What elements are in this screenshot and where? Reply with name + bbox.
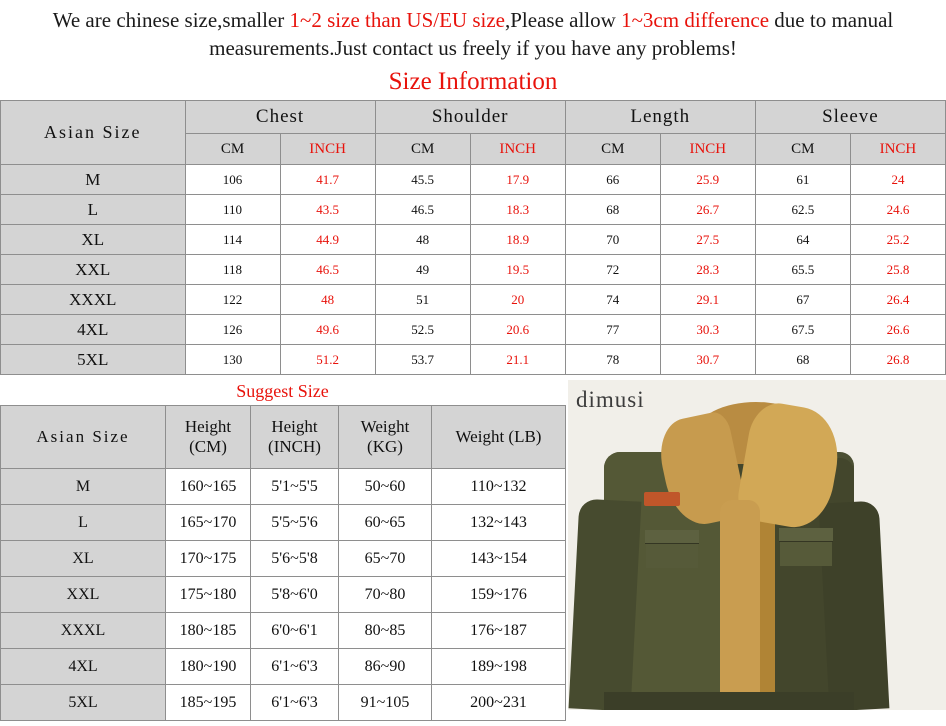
- jacket-hem: [604, 692, 854, 710]
- cell-sleeve-cm: 67: [755, 285, 850, 315]
- row-size: 4XL: [1, 315, 186, 345]
- cell-chest-cm: 106: [185, 165, 280, 195]
- cell-length-cm: 70: [565, 225, 660, 255]
- cell-chest-cm: 122: [185, 285, 280, 315]
- cell-weight-lb: 110~132: [432, 469, 566, 505]
- cell-length-cm: 68: [565, 195, 660, 225]
- suggest-header-row: [1, 406, 566, 469]
- table-row: [1, 685, 566, 721]
- cell-chest-inch: 49.6: [280, 315, 375, 345]
- cell-weight-lb: 143~154: [432, 541, 566, 577]
- cell-height-cm: 185~195: [166, 685, 251, 721]
- cell-shoulder-cm: 51: [375, 285, 470, 315]
- cell-height-inch: 5'5~5'6: [251, 505, 339, 541]
- row-size: 4XL: [1, 649, 166, 685]
- suggest-header-weight-lb: Weight (LB): [432, 406, 566, 469]
- cell-height-cm: 160~165: [166, 469, 251, 505]
- header-asian-size: Asian Size: [1, 101, 186, 165]
- cell-sleeve-inch: 26.6: [850, 315, 945, 345]
- table-row: [1, 225, 946, 255]
- cell-sleeve-cm: 61: [755, 165, 850, 195]
- cell-sleeve-cm: 62.5: [755, 195, 850, 225]
- header-group-chest: Chest: [185, 101, 375, 134]
- row-size: XXL: [1, 577, 166, 613]
- cell-height-inch: 5'8~6'0: [251, 577, 339, 613]
- notice-highlight-2: 1~3cm difference: [621, 8, 770, 32]
- cell-chest-cm: 110: [185, 195, 280, 225]
- cell-length-cm: 74: [565, 285, 660, 315]
- suggest-size-table: [0, 405, 566, 721]
- row-size: M: [1, 165, 186, 195]
- table-row: [1, 577, 566, 613]
- cell-length-inch: 26.7: [660, 195, 755, 225]
- header-group-sleeve: Sleeve: [755, 101, 945, 134]
- cell-shoulder-cm: 45.5: [375, 165, 470, 195]
- cell-sleeve-inch: 24.6: [850, 195, 945, 225]
- notice-text-3: due to manual measurements.Just contact us freely if you have any problems!: [209, 8, 894, 60]
- header-shoulder-inch: INCH: [470, 134, 565, 165]
- table-row: [1, 195, 946, 225]
- row-size: XL: [1, 541, 166, 577]
- cell-length-inch: 25.9: [660, 165, 755, 195]
- cell-weight-lb: 189~198: [432, 649, 566, 685]
- cell-length-inch: 30.7: [660, 345, 755, 375]
- row-size: XL: [1, 225, 186, 255]
- cell-length-inch: 28.3: [660, 255, 755, 285]
- cell-sleeve-inch: 26.4: [850, 285, 945, 315]
- cell-height-inch: 6'0~6'1: [251, 613, 339, 649]
- header-sleeve-inch: INCH: [850, 134, 945, 165]
- fur-placket: [720, 500, 760, 710]
- table-row: [1, 165, 946, 195]
- row-size: XXXL: [1, 285, 186, 315]
- cell-length-cm: 72: [565, 255, 660, 285]
- cell-weight-lb: 159~176: [432, 577, 566, 613]
- cell-weight-kg: 91~105: [339, 685, 432, 721]
- table-row: [1, 649, 566, 685]
- jacket-shoulder-patch: [644, 492, 680, 506]
- cell-weight-kg: 70~80: [339, 577, 432, 613]
- cell-length-cm: 78: [565, 345, 660, 375]
- cell-shoulder-inch: 19.5: [470, 255, 565, 285]
- cell-shoulder-inch: 17.9: [470, 165, 565, 195]
- suggest-header-size: Asian Size: [1, 406, 166, 469]
- cell-chest-inch: 48: [280, 285, 375, 315]
- suggest-header-height-inch: Height (INCH): [251, 406, 339, 469]
- header-group-shoulder: Shoulder: [375, 101, 565, 134]
- cell-weight-lb: 200~231: [432, 685, 566, 721]
- cell-height-cm: 180~185: [166, 613, 251, 649]
- cell-shoulder-cm: 52.5: [375, 315, 470, 345]
- brand-watermark: dimusi: [576, 387, 645, 412]
- row-size: 5XL: [1, 345, 186, 375]
- cell-chest-inch: 44.9: [280, 225, 375, 255]
- table-row: [1, 541, 566, 577]
- size-information-title: Size Information: [388, 68, 558, 95]
- cell-weight-kg: 86~90: [339, 649, 432, 685]
- table-row: [1, 285, 946, 315]
- cell-shoulder-inch: 21.1: [470, 345, 565, 375]
- cell-weight-kg: 50~60: [339, 469, 432, 505]
- header-chest-inch: INCH: [280, 134, 375, 165]
- cell-shoulder-inch: 18.3: [470, 195, 565, 225]
- cell-weight-kg: 80~85: [339, 613, 432, 649]
- jacket-left-sleeve: [569, 499, 642, 710]
- cell-sleeve-inch: 25.2: [850, 225, 945, 255]
- header-group-length: Length: [565, 101, 755, 134]
- cell-length-cm: 66: [565, 165, 660, 195]
- cell-shoulder-cm: 53.7: [375, 345, 470, 375]
- cell-height-inch: 5'1~5'5: [251, 469, 339, 505]
- row-size: M: [1, 469, 166, 505]
- jacket-pocket-flap-left: [645, 530, 699, 544]
- cell-sleeve-inch: 24: [850, 165, 945, 195]
- notice-text-1: We are chinese size,smaller: [52, 8, 290, 32]
- cell-length-inch: 27.5: [660, 225, 755, 255]
- suggest-size-section: [0, 380, 946, 721]
- table-row: [1, 613, 566, 649]
- cell-shoulder-cm: 46.5: [375, 195, 470, 225]
- header-length-cm: CM: [565, 134, 660, 165]
- row-size: XXXL: [1, 613, 166, 649]
- cell-sleeve-cm: 65.5: [755, 255, 850, 285]
- header-sleeve-cm: CM: [755, 134, 850, 165]
- cell-sleeve-cm: 68: [755, 345, 850, 375]
- header-length-inch: INCH: [660, 134, 755, 165]
- cell-height-inch: 6'1~6'3: [251, 649, 339, 685]
- cell-height-inch: 6'1~6'3: [251, 685, 339, 721]
- cell-sleeve-inch: 25.8: [850, 255, 945, 285]
- notice-highlight-1: 1~2 size than US/EU size: [289, 8, 505, 32]
- cell-chest-cm: 130: [185, 345, 280, 375]
- cell-length-cm: 77: [565, 315, 660, 345]
- table-row: [1, 315, 946, 345]
- cell-chest-inch: 43.5: [280, 195, 375, 225]
- suggest-header-weight-kg: Weight (KG): [339, 406, 432, 469]
- jacket-pocket-flap-right: [779, 528, 833, 542]
- cell-weight-kg: 65~70: [339, 541, 432, 577]
- table-row: [1, 255, 946, 285]
- size-disclaimer-notice: [0, 0, 946, 64]
- row-size: L: [1, 505, 166, 541]
- cell-sleeve-cm: 64: [755, 225, 850, 255]
- cell-height-cm: 165~170: [166, 505, 251, 541]
- cell-height-inch: 5'6~5'8: [251, 541, 339, 577]
- cell-shoulder-cm: 49: [375, 255, 470, 285]
- cell-height-cm: 180~190: [166, 649, 251, 685]
- table-row: [1, 345, 946, 375]
- notice-text-2: ,Please allow: [505, 8, 622, 32]
- cell-chest-inch: 41.7: [280, 165, 375, 195]
- row-size: 5XL: [1, 685, 166, 721]
- row-size: L: [1, 195, 186, 225]
- size-information-table: [0, 100, 946, 375]
- cell-length-inch: 29.1: [660, 285, 755, 315]
- cell-chest-cm: 118: [185, 255, 280, 285]
- cell-sleeve-inch: 26.8: [850, 345, 945, 375]
- cell-shoulder-inch: 20: [470, 285, 565, 315]
- cell-sleeve-cm: 67.5: [755, 315, 850, 345]
- suggest-header-height-cm: Height (CM): [166, 406, 251, 469]
- row-size: XXL: [1, 255, 186, 285]
- cell-weight-lb: 132~143: [432, 505, 566, 541]
- header-chest-cm: CM: [185, 134, 280, 165]
- table-row: [1, 469, 566, 505]
- suggest-size-title: Suggest Size: [236, 381, 329, 401]
- cell-chest-cm: 114: [185, 225, 280, 255]
- cell-height-cm: 170~175: [166, 541, 251, 577]
- cell-shoulder-cm: 48: [375, 225, 470, 255]
- header-shoulder-cm: CM: [375, 134, 470, 165]
- cell-length-inch: 30.3: [660, 315, 755, 345]
- product-photo: [568, 380, 946, 710]
- cell-weight-lb: 176~187: [432, 613, 566, 649]
- cell-chest-cm: 126: [185, 315, 280, 345]
- cell-height-cm: 175~180: [166, 577, 251, 613]
- cell-shoulder-inch: 18.9: [470, 225, 565, 255]
- cell-shoulder-inch: 20.6: [470, 315, 565, 345]
- table-header-group-row: [1, 101, 946, 134]
- cell-weight-kg: 60~65: [339, 505, 432, 541]
- table-row: [1, 505, 566, 541]
- cell-chest-inch: 51.2: [280, 345, 375, 375]
- cell-chest-inch: 46.5: [280, 255, 375, 285]
